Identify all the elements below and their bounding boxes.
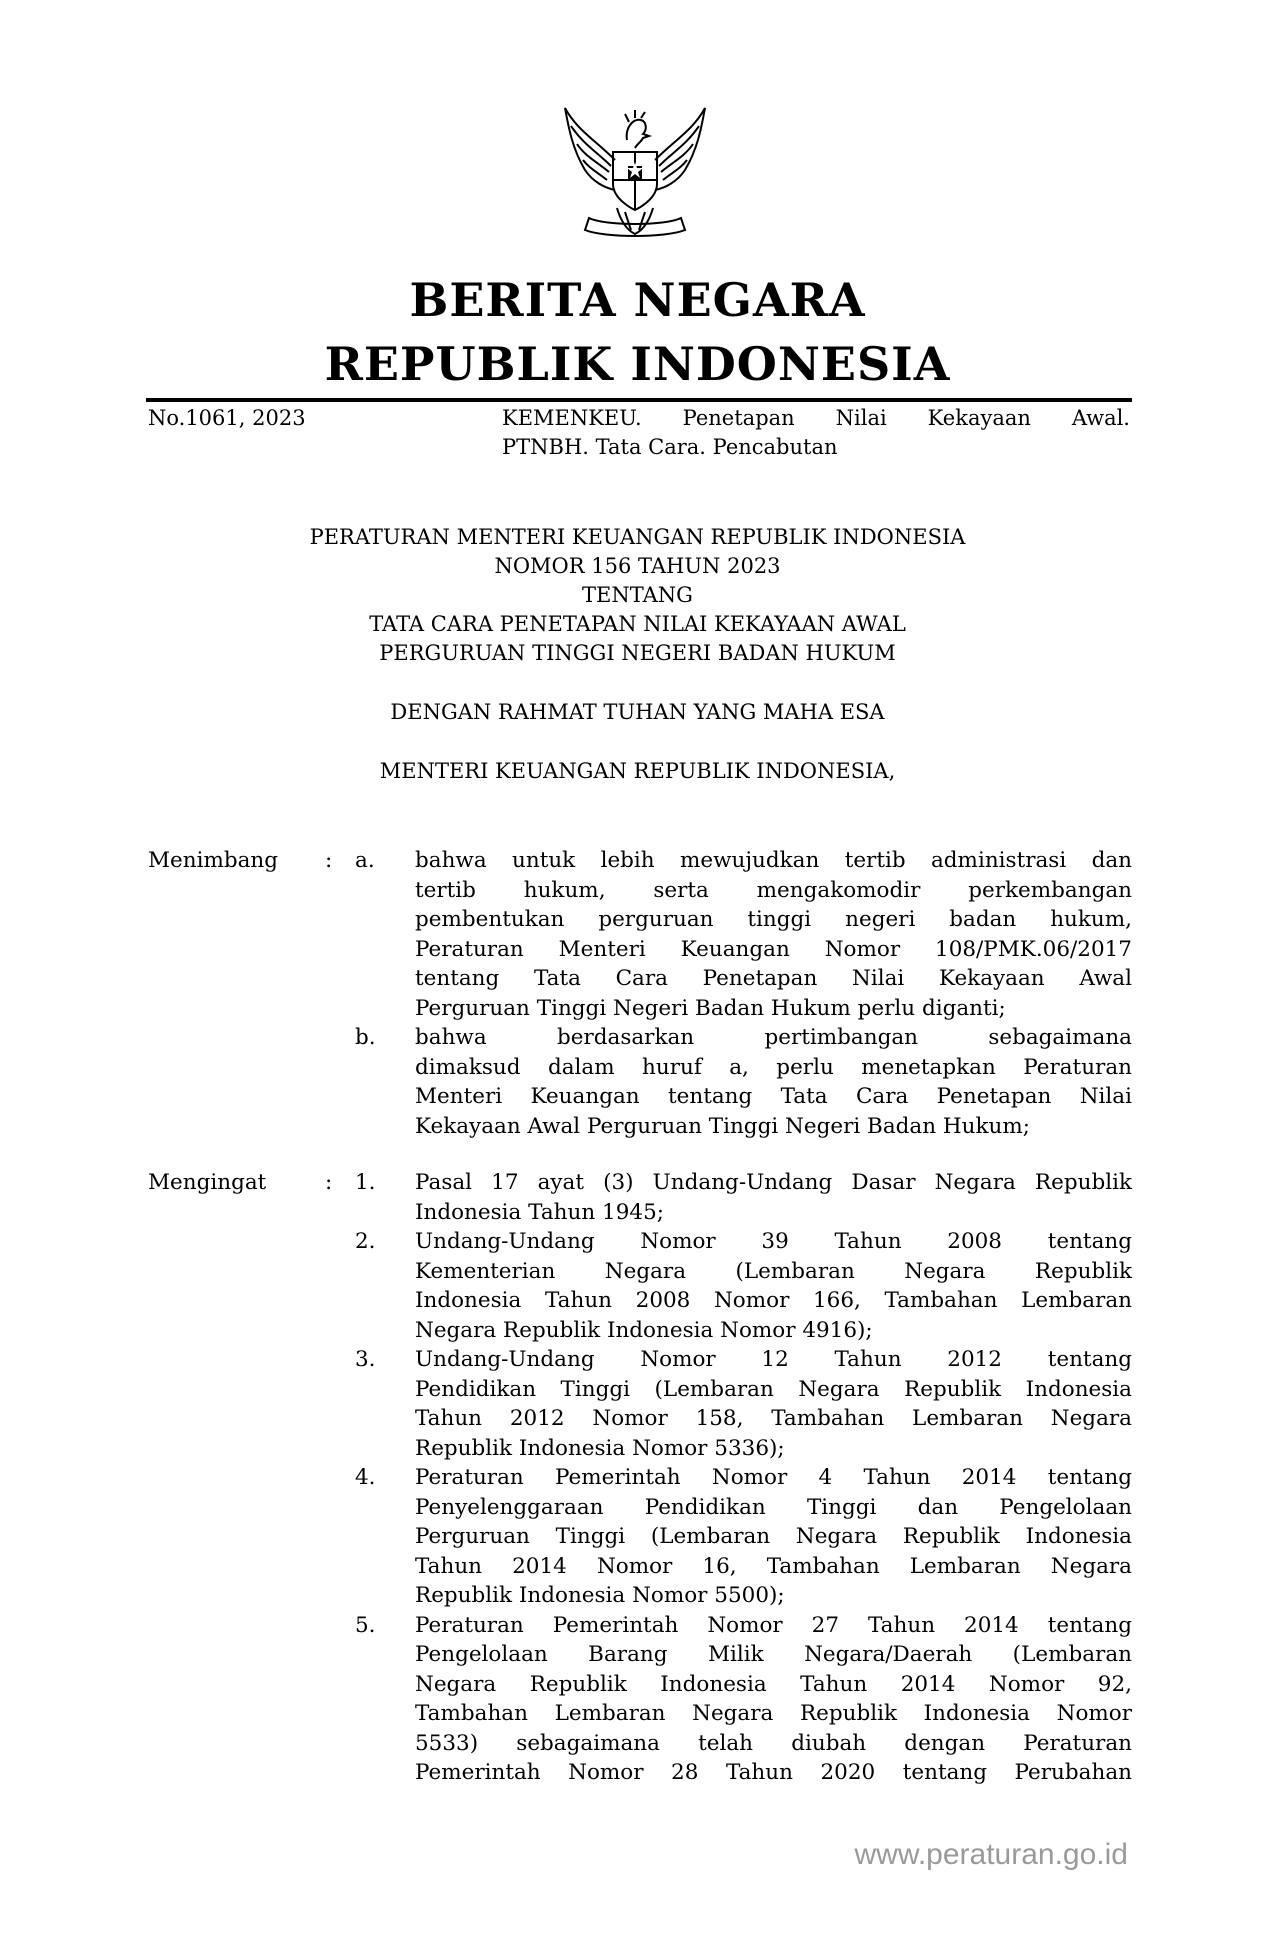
text-line: pembentukan perguruan tinggi negeri badan hukum, bbox=[415, 907, 1132, 932]
text-line: tertib hukum, serta mengakomodir perkembangan bbox=[415, 877, 1132, 903]
item-text bbox=[415, 1345, 1132, 1463]
gazette-subject-line: PTNBH. Tata Cara. Pencabutan bbox=[502, 435, 838, 459]
text-line: Pendidikan Tinggi (Lembaran Negara Republik Indonesia bbox=[415, 1376, 1132, 1402]
header-divider bbox=[146, 398, 1132, 402]
regulation-subject-line: PERGURUAN TINGGI NEGERI BADAN HUKUM bbox=[379, 641, 896, 665]
recalling-label: Mengingat bbox=[148, 1170, 267, 1195]
text-line: Peraturan Pemerintah Nomor 27 Tahun 2014 tentang bbox=[415, 1612, 1132, 1638]
text-line: bahwa untuk lebih mewujudkan tertib administrasi dan bbox=[415, 848, 1132, 873]
text-line: Undang-Undang Nomor 39 Tahun 2008 tentang bbox=[415, 1229, 1132, 1254]
recalling-section bbox=[148, 1168, 1132, 1788]
item-marker: 2. bbox=[355, 1229, 376, 1254]
text-line: Perguruan Tinggi Negeri Badan Hukum perlu diganti; bbox=[415, 995, 1006, 1021]
regulation-title-line: PERATURAN MENTERI KEUANGAN REPUBLIK INDONESIA bbox=[309, 525, 966, 549]
text-line: Undang-Undang Nomor 12 Tahun 2012 tentang bbox=[415, 1347, 1132, 1372]
item-text bbox=[415, 1227, 1132, 1345]
item-text bbox=[415, 1023, 1132, 1141]
considering-section bbox=[148, 846, 1132, 1141]
gazette-subject bbox=[502, 404, 1130, 462]
considering-item bbox=[148, 846, 1132, 1023]
text-line: bahwa berdasarkan pertimbangan sebagaimana bbox=[415, 1025, 1132, 1050]
gazette-subject-line: KEMENKEU. Penetapan Nilai Kekayaan Awal. bbox=[502, 406, 1130, 430]
text-line: dimaksud dalam huruf a, perlu menetapkan Peraturan bbox=[415, 1054, 1132, 1080]
recalling-item bbox=[148, 1345, 1132, 1463]
text-line: Negara Republik Indonesia Tahun 2014 Nomor 92, bbox=[415, 1671, 1132, 1697]
item-marker: 1. bbox=[355, 1170, 376, 1195]
text-line: Peraturan Pemerintah Nomor 4 Tahun 2014 tentang bbox=[415, 1465, 1132, 1490]
text-line: Republik Indonesia Nomor 5336); bbox=[415, 1435, 785, 1461]
item-marker: 5. bbox=[355, 1612, 376, 1638]
text-line: Pemerintah Nomor 28 Tahun 2020 tentang Perubahan bbox=[415, 1760, 1132, 1785]
recalling-item bbox=[148, 1168, 1132, 1227]
garuda-emblem-icon bbox=[555, 100, 715, 250]
item-marker: b. bbox=[355, 1025, 376, 1050]
regulation-subject-line: TATA CARA PENETAPAN NILAI KEKAYAAN AWAL bbox=[369, 612, 906, 636]
text-line: Kementerian Negara (Lembaran Negara Republik bbox=[415, 1258, 1132, 1284]
text-line: Indonesia Tahun 2008 Nomor 166, Tambahan Lembaran bbox=[415, 1288, 1132, 1313]
recalling-item bbox=[148, 1463, 1132, 1611]
text-line: Pasal 17 ayat (3) Undang-Undang Dasar Negara Republik bbox=[415, 1170, 1132, 1195]
gazette-number: No.1061, 2023 bbox=[148, 406, 306, 430]
recalling-item bbox=[148, 1611, 1132, 1788]
text-line: Penyelenggaraan Pendidikan Tinggi dan Pengelolaan bbox=[415, 1494, 1132, 1520]
text-line: Pengelolaan Barang Milik Negara/Daerah (Lembaran bbox=[415, 1642, 1132, 1667]
masthead-title: BERITA NEGARA bbox=[409, 273, 866, 327]
text-line: Negara Republik Indonesia Nomor 4916); bbox=[415, 1317, 873, 1343]
text-line: Tahun 2012 Nomor 158, Tambahan Lembaran Negara bbox=[415, 1406, 1132, 1431]
item-text bbox=[415, 846, 1132, 1023]
recalling-colon: : bbox=[325, 1170, 333, 1195]
item-text bbox=[415, 1463, 1132, 1611]
text-line: Peraturan Menteri Keuangan Nomor 108/PMK.06/2017 bbox=[415, 936, 1132, 962]
minister-heading: MENTERI KEUANGAN REPUBLIK INDONESIA, bbox=[379, 759, 896, 783]
item-marker: 3. bbox=[355, 1347, 376, 1372]
text-line: Perguruan Tinggi (Lembaran Negara Republik Indonesia bbox=[415, 1524, 1132, 1549]
item-text bbox=[415, 1168, 1132, 1227]
text-line: 5533) sebagaimana telah diubah dengan Peraturan bbox=[415, 1730, 1132, 1756]
recalling-item bbox=[148, 1227, 1132, 1345]
considering-label: Menimbang bbox=[148, 848, 279, 873]
text-line: tentang Tata Cara Penetapan Nilai Kekayaan Awal bbox=[415, 966, 1132, 991]
invocation: DENGAN RAHMAT TUHAN YANG MAHA ESA bbox=[390, 700, 885, 724]
text-line: Menteri Keuangan tentang Tata Cara Penetapan Nilai bbox=[415, 1084, 1132, 1109]
text-line: Indonesia Tahun 1945; bbox=[415, 1199, 665, 1225]
considering-colon: : bbox=[325, 848, 333, 873]
text-line: Tahun 2014 Nomor 16, Tambahan Lembaran Negara bbox=[415, 1553, 1132, 1579]
regulation-about: TENTANG bbox=[582, 583, 693, 607]
text-line: Republik Indonesia Nomor 5500); bbox=[415, 1583, 785, 1608]
item-marker: 4. bbox=[355, 1465, 376, 1490]
text-line: Tambahan Lembaran Negara Republik Indonesia Nomor bbox=[415, 1701, 1132, 1726]
masthead-subtitle: REPUBLIK INDONESIA bbox=[324, 337, 951, 391]
text-line: Kekayaan Awal Perguruan Tinggi Negeri Badan Hukum; bbox=[415, 1113, 1031, 1139]
item-text bbox=[415, 1611, 1132, 1788]
website-watermark: www.peraturan.go.id bbox=[854, 1838, 1128, 1871]
regulation-title bbox=[0, 523, 1275, 668]
item-marker: a. bbox=[355, 848, 375, 873]
considering-item bbox=[148, 1023, 1132, 1141]
regulation-number: NOMOR 156 TAHUN 2023 bbox=[494, 554, 781, 578]
